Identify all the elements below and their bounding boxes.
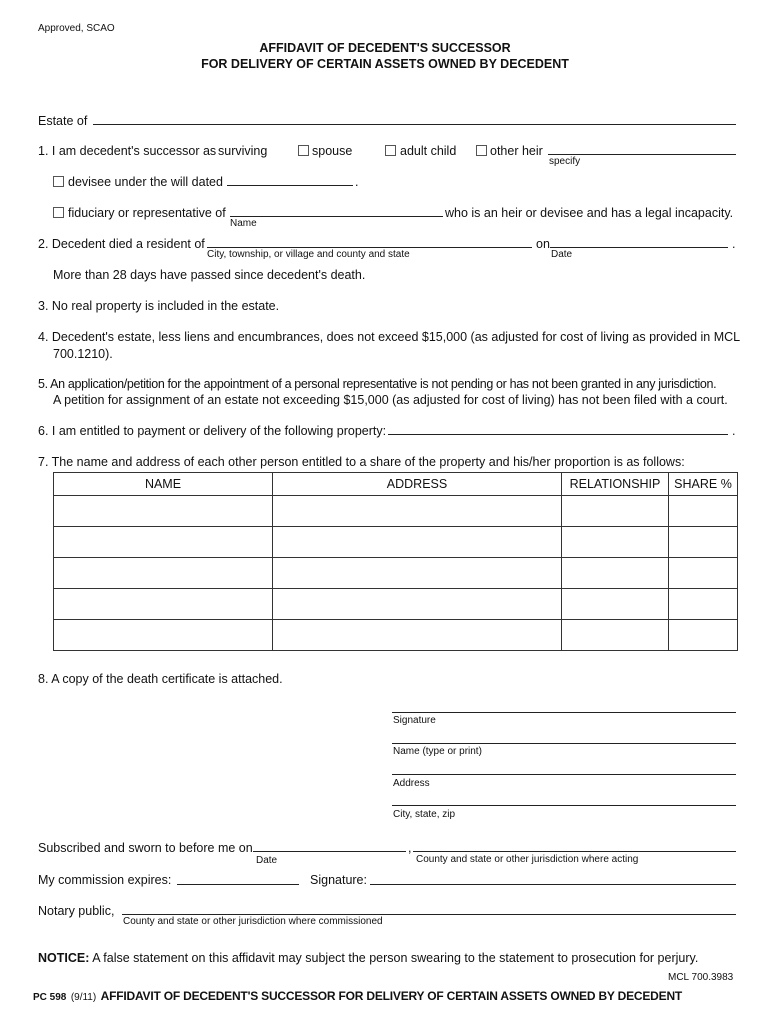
item5-line1: 5. An application/petition for the appointment of a personal representative is not pending or has not been granted in any jurisdiction. xyxy=(38,377,717,391)
form-title-line-2: FOR DELIVERY OF CERTAIN ASSETS OWNED BY DECEDENT xyxy=(201,57,569,71)
estate-name-field[interactable] xyxy=(93,124,736,125)
devisee-end: . xyxy=(355,175,359,189)
other-heir-checkbox[interactable] xyxy=(476,145,487,156)
item2-lead: 2. Decedent died a resident of xyxy=(38,237,205,251)
share-cell[interactable] xyxy=(669,558,738,589)
item1-lead: 1. I am decedent's successor as xyxy=(38,144,217,158)
name-cell[interactable] xyxy=(54,589,273,620)
other-heir-label: other heir xyxy=(490,144,543,158)
sworn-date-field[interactable] xyxy=(253,851,406,852)
relationship-cell[interactable] xyxy=(562,496,669,527)
share-cell[interactable] xyxy=(669,589,738,620)
share-cell[interactable] xyxy=(669,620,738,651)
specify-caption: specify xyxy=(549,156,581,167)
table-row xyxy=(54,620,738,651)
spouse-label: spouse xyxy=(312,144,353,158)
acting-jurisdiction-caption: County and state or other jurisdiction where acting xyxy=(416,854,639,865)
name-cell[interactable] xyxy=(54,558,273,589)
address-cell[interactable] xyxy=(273,558,562,589)
relationship-cell[interactable] xyxy=(562,527,669,558)
devisee-label: devisee under the will dated xyxy=(68,175,223,189)
fiduciary-checkbox[interactable] xyxy=(53,207,64,218)
fiduciary-name-field[interactable] xyxy=(230,216,443,217)
form-title-line-1: AFFIDAVIT OF DECEDENT'S SUCCESSOR xyxy=(259,41,511,55)
relationship-cell[interactable] xyxy=(562,558,669,589)
table-header-row xyxy=(54,473,738,496)
property-field[interactable] xyxy=(388,434,728,435)
devisee-checkbox[interactable] xyxy=(53,176,64,187)
item7-lead: 7. The name and address of each other person entitled to a share of the property and his/her proportion is as follows: xyxy=(38,455,685,469)
item5-line2: A petition for assignment of an estate not exceeding $15,000 (as adjusted for cost of living) has not been filed with a court. xyxy=(53,393,728,407)
statute-reference: MCL 700.3983 xyxy=(668,972,734,983)
death-date-caption: Date xyxy=(551,249,573,260)
notary-signature-field[interactable] xyxy=(370,884,736,885)
signature-caption: Signature xyxy=(393,715,436,726)
column-header-address: ADDRESS xyxy=(273,473,562,496)
item1-surviving: surviving xyxy=(218,144,268,158)
item3-text: 3. No real property is included in the estate. xyxy=(38,299,280,313)
column-header-name: NAME xyxy=(54,473,273,496)
fiduciary-name-caption: Name xyxy=(230,218,257,229)
address-cell[interactable] xyxy=(273,496,562,527)
address-field[interactable] xyxy=(392,774,736,775)
death-date-field[interactable] xyxy=(550,247,728,248)
estate-label: Estate of xyxy=(38,114,88,128)
share-cell[interactable] xyxy=(669,527,738,558)
name-cell[interactable] xyxy=(54,620,273,651)
printed-name-caption: Name (type or print) xyxy=(393,746,482,757)
fiduciary-label: fiduciary or representative of xyxy=(68,206,226,220)
column-header-relationship: RELATIONSHIP xyxy=(562,473,669,496)
acting-jurisdiction-field[interactable] xyxy=(413,851,736,852)
name-cell[interactable] xyxy=(54,496,273,527)
days-passed-text: More than 28 days have passed since decedent's death. xyxy=(53,268,366,282)
item4-line2: 700.1210). xyxy=(53,347,113,361)
item6-end: . xyxy=(732,424,736,438)
signature-field[interactable] xyxy=(392,712,736,713)
item8-text: 8. A copy of the death certificate is attached. xyxy=(38,672,283,686)
address-cell[interactable] xyxy=(273,527,562,558)
notary-public-label: Notary public, xyxy=(38,904,115,918)
other-heir-specify-field[interactable] xyxy=(548,154,736,155)
notary-comma: , xyxy=(408,841,412,855)
adult-child-checkbox[interactable] xyxy=(385,145,396,156)
relationship-cell[interactable] xyxy=(562,589,669,620)
spouse-checkbox[interactable] xyxy=(298,145,309,156)
form-id: PC 598 xyxy=(33,992,67,1003)
share-cell[interactable] xyxy=(669,496,738,527)
city-state-zip-field[interactable] xyxy=(392,805,736,806)
subscribed-label: Subscribed and sworn to before me on xyxy=(38,841,253,855)
heirs-table xyxy=(53,472,738,651)
city-state-zip-caption: City, state, zip xyxy=(393,809,456,820)
notice-label: NOTICE: xyxy=(38,951,90,965)
adult-child-label: adult child xyxy=(400,144,457,158)
notice-text: A false statement on this affidavit may subject the person swearing to the statement to prosecution for perjury. xyxy=(92,951,699,965)
item4-line1: 4. Decedent's estate, less liens and encumbrances, does not exceed $15,000 (as adjusted for cost of living as provided in MCL xyxy=(38,330,741,344)
approval-note: Approved, SCAO xyxy=(38,23,115,34)
item2-end: . xyxy=(732,237,736,251)
residence-caption: City, township, or village and county and state xyxy=(207,249,410,260)
address-caption: Address xyxy=(393,778,430,789)
table-row xyxy=(54,589,738,620)
commissioned-jurisdiction-caption: County and state or other jurisdiction where commissioned xyxy=(123,916,383,927)
name-cell[interactable] xyxy=(54,527,273,558)
commissioned-jurisdiction-field[interactable] xyxy=(122,914,736,915)
table-row xyxy=(54,558,738,589)
commission-label: My commission expires: xyxy=(38,873,172,887)
sworn-date-caption: Date xyxy=(256,855,278,866)
residence-field[interactable] xyxy=(207,247,532,248)
address-cell[interactable] xyxy=(273,589,562,620)
table-row xyxy=(54,527,738,558)
address-cell[interactable] xyxy=(273,620,562,651)
printed-name-field[interactable] xyxy=(392,743,736,744)
on-label: on xyxy=(536,237,550,251)
column-header-share: SHARE % xyxy=(669,473,738,496)
fiduciary-tail: who is an heir or devisee and has a legal incapacity. xyxy=(445,206,734,220)
form-revision: (9/11) xyxy=(70,992,97,1003)
relationship-cell[interactable] xyxy=(562,620,669,651)
footer-form-line xyxy=(33,987,682,1005)
table-row xyxy=(54,496,738,527)
notary-signature-label: Signature: xyxy=(310,873,367,887)
will-date-field[interactable] xyxy=(227,185,353,186)
footer-title: AFFIDAVIT OF DECEDENT'S SUCCESSOR FOR DELIVERY OF CERTAIN ASSETS OWNED BY DECEDENT xyxy=(100,989,683,1003)
notice-statement xyxy=(38,951,698,965)
item6-lead: 6. I am entitled to payment or delivery of the following property: xyxy=(38,424,387,438)
commission-expires-field[interactable] xyxy=(177,884,299,885)
